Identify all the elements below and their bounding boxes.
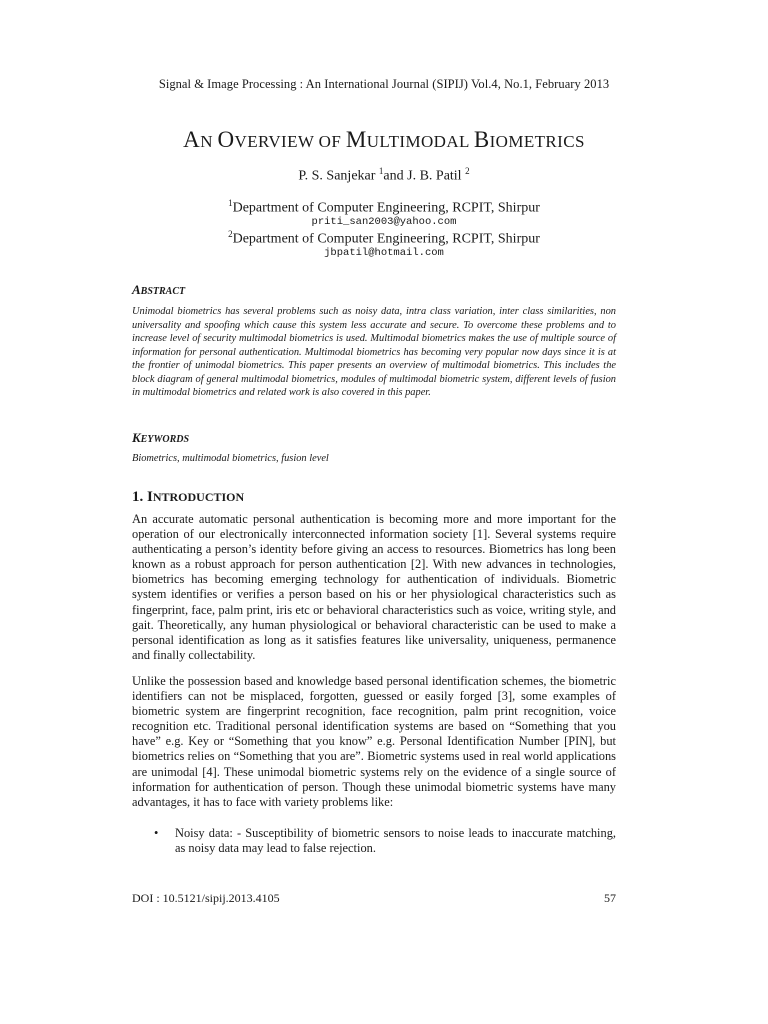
heading-part: K [132, 430, 141, 445]
introduction-heading [132, 488, 244, 506]
affiliation-1 [0, 198, 768, 217]
title-part: ULTIMODAL [366, 132, 474, 151]
heading-part: I [147, 489, 153, 505]
running-head: Signal & Image Processing : An International Journal (SIPIJ) Vol.4, No.1, February 2013 [158, 77, 610, 91]
keywords-text: Biometrics, multimodal biometrics, fusion level [132, 453, 329, 464]
footer-doi: DOI : 10.5121/sipij.2013.4105 [132, 891, 280, 905]
bullet-text: Noisy data: - Susceptibility of biometric sensors to noise leads to inaccurate matching, as noisy data may lead to false rejection. [175, 826, 616, 856]
affiliation-superscript: 1 [228, 198, 233, 208]
heading-part: A [132, 282, 141, 297]
abstract-heading [132, 281, 185, 299]
title-part: O [217, 127, 235, 152]
affiliation-text: Department of Computer Engineering, RCPIT, Shirpur [232, 231, 540, 247]
intro-paragraph-2: Unlike the possession based and knowledge based personal identification schemes, the biometric identifiers can not be misplaced, forgotten, guessed or easily forged [3], some examples of biometric system are fingerprint recognition, face recognition, palm print recognition, voice recognition etc. Traditional personal identification systems are based on “Something that you have” e.g. Key or “Something that you know” e.g. Personal Identification Number [PIN], but biometrics relies on “Something that you are”. Biometric systems used in real world applications are unimodal [4]. These unimodal biometric systems rely on the evidence of a single source of information for authentication of person. Though these unimodal biometric systems have many advantages, it has to face with variety problems like: [132, 674, 616, 809]
heading-part: EYWORDS [140, 434, 190, 445]
paper-title [0, 127, 768, 153]
author-email-2[interactable]: jbpatil@hotmail.com [324, 247, 444, 259]
author-superscript: 2 [465, 166, 470, 176]
page-number: 57 [604, 891, 616, 905]
heading-part: NTRODUCTION [152, 490, 245, 504]
author-email-1[interactable]: priti_san2003@yahoo.com [311, 216, 457, 228]
heading-part: 1. [132, 489, 147, 505]
title-part: N [200, 132, 218, 151]
intro-paragraph-1: An accurate automatic personal authentication is becoming more and more important for the operation of our electronically interconnected information society [1]. Several systems require authenticating a person’s identity before giving an access to resources. Biometrics has long been known as a robust approach for person authentication [2]. With new advances in technologies, biometrics has becoming emerging technology for authentication of individuals. Biometric system identifies or verifies a person based on his or her physiological characteristics such as fingerprint, face, palm print, iris etc or behavioral characteristics such as voice, writing style, and gait. Theoretically, any human physiological or behavioral characteristic can be used to make a personal identification as long as it satisfies features like universality, uniqueness, permanence and finally collectability. [132, 512, 616, 662]
author-superscript: 1 [378, 166, 384, 176]
affiliation-superscript: 2 [228, 229, 233, 239]
title-part: VERVIEW OF [234, 132, 346, 151]
affiliation-text: Department of Computer Engineering, RCPIT, Shirpur [232, 200, 540, 216]
keywords-heading [132, 429, 189, 447]
author-line [0, 166, 768, 185]
title-part: M [345, 127, 367, 152]
title-part: B [473, 127, 490, 152]
author-name: and J. B. Patil [383, 168, 466, 184]
title-part: IOMETRICS [489, 132, 585, 151]
title-part: A [183, 127, 201, 152]
abstract-text: Unimodal biometrics has several problems such as noisy data, intra class variation, inter class similarities, non universality and spoofing which cause this system less accurate and secure. To overcome these problems and to increase level of security multimodal biometrics is used. Multimodal biometrics makes the use of multiple source of information for personal authentication. Multimodal biometrics has becoming very popular now days since it is at the frontier of unimodal biometrics. This paper presents an overview of multimodal biometrics. This includes the block diagram of general multimodal biometrics, modules of multimodal biometric system, different levels of fusion in multimodal biometrics and related work is also covered in this paper. [132, 306, 616, 399]
heading-part: BSTRACT [140, 286, 186, 297]
affiliation-2 [0, 229, 768, 248]
author-name: P. S. Sanjekar [298, 168, 379, 184]
bullet-icon: • [154, 826, 159, 840]
